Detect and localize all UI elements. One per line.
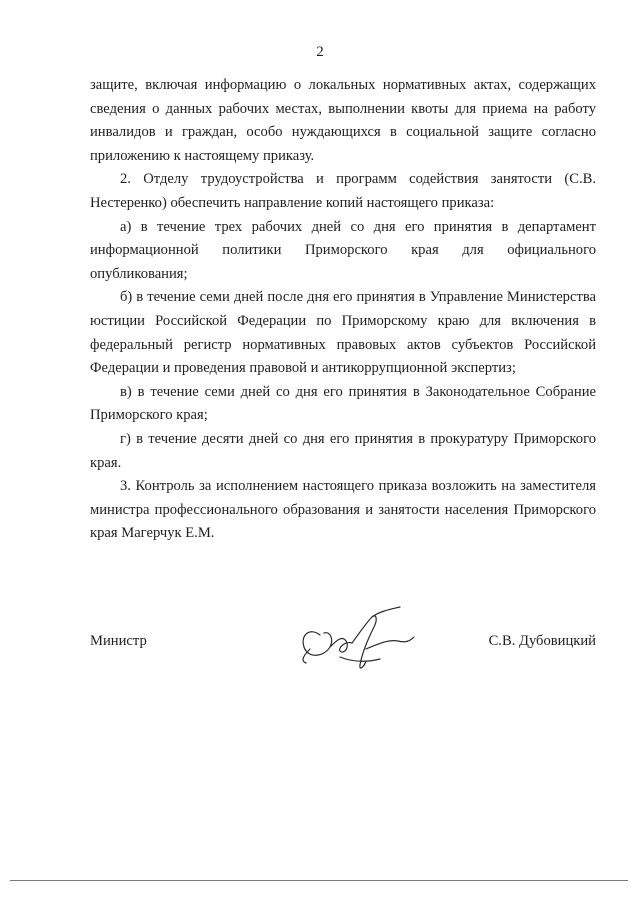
handwritten-signature — [280, 605, 430, 675]
paragraph-subitem-g: г) в течение десяти дней со дня его принятия в прокуратуру Приморского края. — [90, 430, 596, 471]
paragraph-continuation: защите, включая информацию о локальных нормативных актах, содержащих сведения о данных рабочих местах, выполнении квоты для приема на работу инвалидов и граждан, особо нуждающихся в социальной защите согласно приложению к настоящему приказу. — [90, 77, 596, 164]
document-body — [90, 74, 596, 546]
paragraph-item-2: 2. Отделу трудоустройства и программ содействия занятости (С.В. Нестеренко) обеспечить направление копий настоящего приказа: — [90, 171, 596, 211]
paragraph-subitem-b: б) в течение семи дней после дня его принятия в Управление Министерства юстиции Российской Федерации по Приморскому краю для включения в федеральный регистр нормативных правовых актов субъектов Российской Федерации и проведения правовой и антикоррупционной экспертиз; — [90, 289, 596, 377]
signatory-name: С.В. Дубовицкий — [488, 633, 596, 649]
paragraph-subitem-v: в) в течение семи дней со дня его принятия в Законодательное Собрание Приморского края; — [90, 383, 596, 424]
paragraph-item-3: 3. Контроль за исполнением настоящего приказа возложить на заместителя министра профессионального образования и занятости населения Приморского края Магерчук Е.М. — [90, 478, 596, 542]
footer-divider — [10, 880, 628, 881]
page-number: 2 — [316, 44, 324, 60]
paragraph-subitem-a: а) в течение трех рабочих дней со дня его принятия в департамент информационной политики Приморского края для официального опубликования; — [90, 218, 596, 282]
signatory-title: Министр — [90, 633, 147, 649]
signature-block — [90, 605, 596, 675]
